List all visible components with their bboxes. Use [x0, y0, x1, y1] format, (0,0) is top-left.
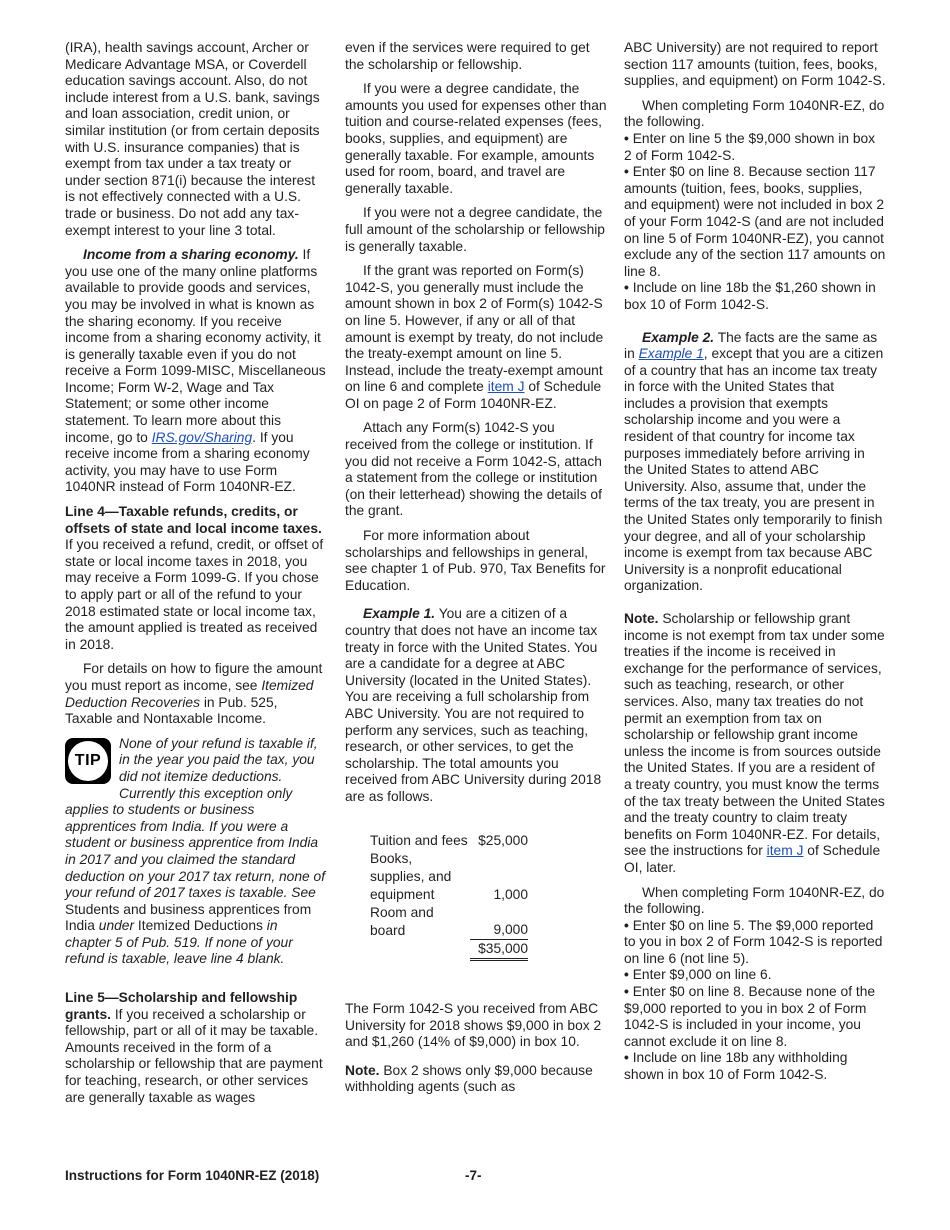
paragraph-line5 [65, 990, 327, 1106]
bullet-icon: • [624, 280, 629, 296]
heading-sharing-economy: Income from a sharing economy. [83, 247, 299, 263]
paragraph-services: even if the services were required to get the scholarship or fellowship. [345, 40, 590, 72]
bullet-text: Enter $0 on line 5. The $9,000 reported to you in box 2 of Form 1042-S is reported on line 6 (not line 5). [624, 917, 883, 966]
bullet-icon: • [624, 1050, 629, 1066]
bullet-text: Enter $0 on line 8. Because none of the $9,000 reported to you in box 2 of Form 1042-S is included in your income, you cannot exclude it on line 8. [624, 984, 876, 1049]
bullet-text: Include on line 18b the $1,260 shown in box 10 of Form 1042-S. [624, 280, 876, 312]
bullet-text: Enter $9,000 on line 6. [632, 967, 772, 983]
link-example1[interactable]: Example 1 [638, 346, 704, 362]
link-item-j[interactable]: item J [487, 379, 525, 395]
link-item-j[interactable]: item J [766, 843, 804, 859]
tip-text-b: Students and business apprentices from India [65, 901, 312, 934]
table-cell-label: Room and board [370, 904, 434, 938]
label-example1: Example 1. [363, 606, 436, 622]
paragraph-section117: ABC University) are not required to report section 117 amounts (tuition, fees, books, supplies, and equipment) on Form 1042-S. [624, 40, 886, 89]
table-row [370, 832, 528, 850]
paragraph-example2 [624, 330, 886, 596]
paragraph-more-info: For more information about scholarships and fellowships in general, see chapter 1 of Pub. 970, Tax Benefits for Education. [345, 528, 606, 593]
bullet-icon: • [624, 130, 629, 146]
bullet-icon: • [624, 984, 629, 1000]
heading-line5: Line 5—Scholarship and fellowship grants. [65, 990, 298, 1022]
tip-text-c: under [98, 918, 135, 934]
paragraph-details [65, 661, 327, 727]
paragraph-sharing-economy [65, 247, 327, 496]
bullet-text: Enter on line 5 the $9,000 shown in box 2 of Form 1042-S. [624, 130, 876, 163]
bullet-item [624, 918, 886, 968]
paragraph-attach: Attach any Form(s) 1042-S you received from the college or institution. If you did not receive a Form 1042-S, attach a statement from the college or institution (on their letterhead) showing the details of the grant. [345, 420, 602, 519]
text-line4: If you received a refund, credit, or offset of state or local income taxes in 2018, you may receive a Form 1099-G. If you chose to apply part or all of the refund to your 2018 estimated state or local income tax, the amount applied is treated as received in 2018. [65, 537, 324, 652]
text-details-italic: Itemized Deduction Recoveries [65, 677, 314, 710]
paragraph-example1 [345, 606, 607, 805]
table-row [370, 904, 528, 940]
bullet-item [624, 280, 886, 313]
paragraph-1042s-shows: The Form 1042-S you received from ABC University for 2018 shows $9,000 in box 2 and $1,260 (14% of $9,000) in box 10. [345, 1001, 602, 1050]
bullet-text: Enter $0 on line 8. Because section 117 amounts (tuition, fees, books, supplies, and equipment) were not included in box 2 of your Form 1042-S (and are not included on line 5 of Form 1040NR-EZ), you cannot exclude any of the section 117 amounts on line 8. [624, 164, 886, 279]
bullet-item [624, 131, 886, 164]
tip-text-e: in chapter 5 of Pub. 519. If none of your refund is taxable, leave line 4 blank. [65, 918, 293, 967]
bullet-text: Include on line 18b any withholding shown in box 10 of Form 1042-S. [624, 1050, 848, 1083]
table-row [370, 850, 528, 904]
paragraph-note-box2 [345, 1063, 607, 1096]
paragraph-line4 [65, 504, 327, 653]
table-cell-value: 1,000 [493, 886, 528, 902]
text-details-a: For details on how to figure the amount you must report as income, see [65, 661, 323, 693]
label-note: Note. [624, 611, 659, 626]
table-cell-empty [370, 940, 470, 960]
table-cell-value: 9,000 [470, 904, 528, 940]
paragraph-not-degree-candidate: If you were not a degree candidate, the full amount of the scholarship or fellowship is generally taxable. [345, 205, 605, 254]
bullet-item [624, 984, 886, 1050]
column-right [624, 40, 886, 1084]
paragraph-completing-2: When completing Form 1040NR-EZ, do the following. [624, 884, 885, 917]
text-sharing-economy-2: . If you receive income from a sharing economy activity, you may have to use Form 1040NR instead of Form 1040NR-EZ. [65, 429, 310, 495]
text-sharing-economy: If you use one of the many online platforms available to provide goods and services, you may be involved in what is known as the sharing economy. If you receive income from a sharing economy activity, it is generally taxable even if you do not receive a Form 1099-MISC, Miscellaneous Income; Form W-2, Wage and Tax Statement; or some other income statement. To learn more about this income, go to [65, 247, 326, 445]
table-row-total [370, 940, 528, 960]
text-details-b: in Pub. 525, Taxable and Nontaxable Income. [65, 694, 278, 727]
text-example2-a: The facts are the same as in [624, 329, 878, 362]
text-1042s-b: of Schedule OI on page 2 of Form 1040NR-EZ. [345, 379, 602, 411]
column-left [65, 40, 327, 1114]
tip-box [65, 736, 327, 968]
text-example1: You are a citizen of a country that does not have an income tax treaty in force with the United States. You are a candidate for a degree at ABC University (located in the United States). You are receiving a full scholarship from ABC University. You are not required to perform any services, such as teaching, research, or other services, to get the scholarship. The total amounts you received from ABC University during 2018 are as follows. [345, 606, 602, 804]
tip-text-d: Itemized Deductions [137, 918, 263, 934]
bullet-item [624, 967, 886, 984]
bullet-icon: • [624, 164, 629, 180]
heading-line4: Line 4—Taxable refunds, credits, or offsets of state and local income taxes. [65, 504, 322, 536]
paragraph-note-treaty [624, 611, 886, 877]
bullet-icon: • [624, 917, 629, 933]
bullet-item [624, 1050, 886, 1083]
text-note-a: Scholarship or fellowship grant income is not exempt from tax under some treaties if the income is received in exchange for the performance of services, such as teaching, research, or other services. Also, many tax treaties do not permit an exemption from tax on scholarship or fellowship grant income unless the income is from sources outside the United States. If you are a resident of a treaty country, you must know the terms of the tax treaty between the United States and the treaty country to claim treaty benefits on Form 1040NR-EZ. For details, see the instructions for [624, 611, 885, 859]
label-example2: Example 2. [642, 329, 715, 345]
page-number: -7- [465, 1168, 482, 1183]
amounts-table [370, 832, 528, 962]
bullet-icon: • [624, 967, 629, 983]
column-middle [345, 40, 607, 1104]
footer-title: Instructions for Form 1040NR-EZ (2018) [65, 1168, 320, 1183]
bullet-item [624, 164, 886, 280]
paragraph-ira: (IRA), health savings account, Archer or Medicare Advantage MSA, or Coverdell education savings account. Also, do not include interest from a U.S. bank, savings and loan association, credit union, or similar institution (or from certain deposits with U.S. insurance companies) that is exempt from tax under a tax treaty or under section 871(i) because the interest is not effectively connected with a U.S. trade or business. Do not add any tax-exempt interest to your line 3 total. [65, 40, 320, 238]
text-1042s-a: If the grant was reported on Form(s) 1042-S, you generally must include the amount shown in box 2 of Form(s) 1042-S on line 5. However, if any or all of that amount is exempt by treaty, do not include the treaty-exempt amount on line 5. Instead, include the treaty-exempt amount on line 6 and complete [345, 263, 604, 395]
text-example2-b: , except that you are a citizen of a country that has an income tax treaty in force with the United States that includes a provision that exempts scholarship income and you were a resident of that country for income tax purposes immediately before arriving in the United States to attend ABC University. Also, assume that, under the terms of the tax treaty, you are present in the United States only temporarily to finish your degree, and all of your scholarship income is exempt from tax because ABC University is a nonprofit educational organization. [624, 346, 884, 594]
tip-text-a: None of your refund is taxable if, in the year you paid the tax, you did not itemize deductions. Currently this exception only applies to students or business apprentices from India. If you were a student or business apprentice from India in 2017 and you claimed the standard deduction on your 2017 tax return, none of your refund of 2017 taxes is taxable. See [65, 735, 326, 901]
paragraph-completing: When completing Form 1040NR-EZ, do the following. [624, 97, 885, 130]
text-line5: If you received a scholarship or fellowship, part or all of it may be taxable. Amounts received in the form of a scholarship or fellowship that are payment for teaching, research, or other services are generally taxable as wages [65, 1006, 323, 1105]
tip-icon-label: TIP [68, 741, 108, 781]
paragraph-degree-candidate: If you were a degree candidate, the amounts you used for expenses other than tuition and course-related expenses (fees, books, supplies, and equipment) are generally taxable. For example, amounts used for room, board, and travel are generally taxable. [345, 81, 607, 196]
table-cell-label: Books, supplies, and equipment [370, 850, 452, 902]
tip-icon [65, 738, 111, 784]
table-cell-value: $25,000 [478, 832, 528, 848]
link-irs-sharing[interactable]: IRS.gov/Sharing [151, 429, 253, 445]
table-cell-total: $35,000 [470, 940, 528, 960]
text-note-b: of Schedule OI, later. [624, 843, 881, 875]
text-note: Box 2 shows only $9,000 because withholding agents (such as [345, 1062, 593, 1095]
label-note: Note. [345, 1062, 380, 1078]
table-cell-label: Tuition and fees [370, 832, 468, 848]
paragraph-form-1042s [345, 263, 607, 412]
